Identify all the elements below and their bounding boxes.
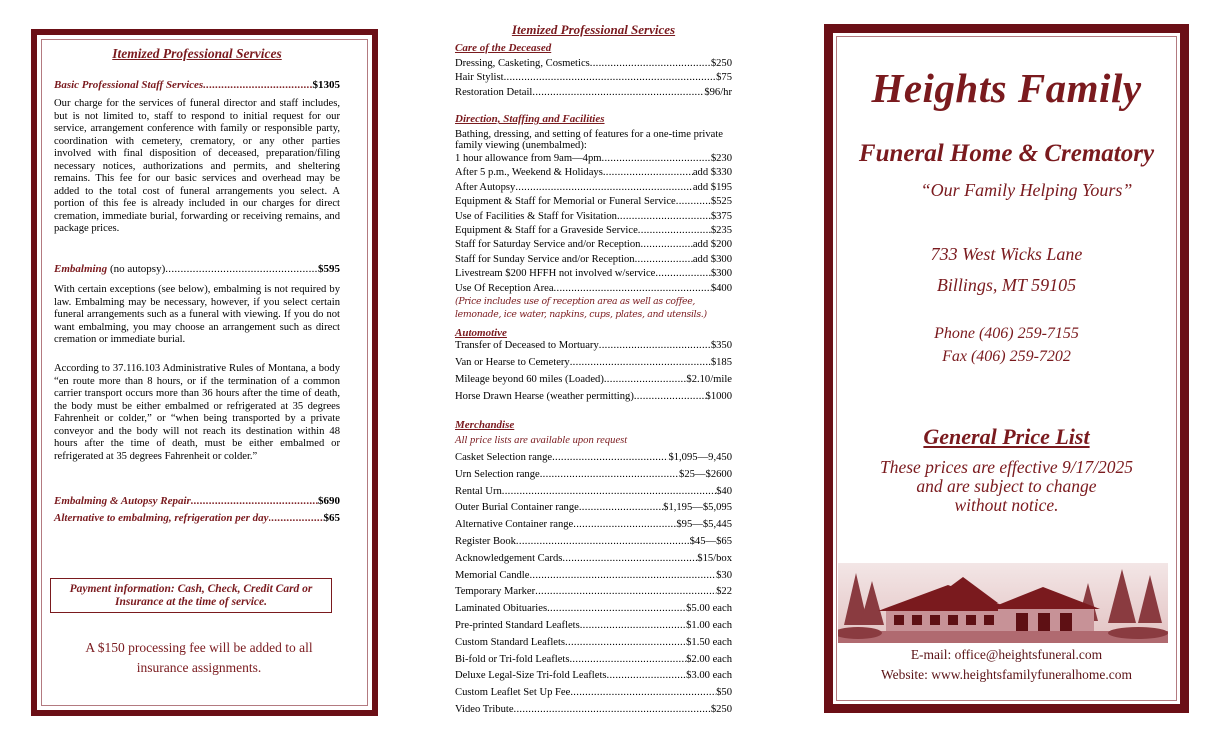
price-row-label: Restoration Detail — [455, 86, 533, 98]
price-row — [455, 357, 732, 374]
price-row-label: Temporary Marker — [455, 586, 536, 598]
price-row-label: Hair Stylist — [455, 72, 504, 84]
price-row-label: Video Tribute — [455, 703, 514, 715]
price-row — [455, 87, 732, 101]
price-row-price: $250 — [710, 703, 732, 715]
left-section-title: Itemized Professional Services — [112, 46, 282, 61]
embalming-price: $595 — [318, 263, 340, 275]
price-row-label: Alternative Container range — [455, 519, 574, 531]
price-row-price: $400 — [710, 282, 732, 294]
price-row — [455, 670, 732, 687]
price-row-label: Mileage beyond 60 miles (Loaded) — [455, 374, 604, 385]
effective-line-2: and are subject to change — [916, 476, 1097, 496]
price-row-price: $1.50 each — [686, 636, 732, 648]
price-row-price: $250 — [710, 58, 732, 69]
price-row — [455, 225, 732, 239]
price-row-price: $185 — [710, 357, 732, 368]
price-row-price: $40 — [716, 485, 732, 497]
price-row-price: $30 — [716, 569, 732, 581]
price-row-price: $95—$5,445 — [676, 519, 732, 531]
price-row — [455, 167, 732, 181]
basic-services-text: Our charge for the services of funeral director and staff includes, but is not limited to, staff to respond to initial request for our service, arrangement conference with family or responsible party, coordination with cemetery, crematory, or any other parties involved with final disposition of deceased, preparation/filing necessary notices, authorizations and permits, and sheltering remains. This fee for our basic services and overhead may be added to the total cost of funeral arrangements you select. A portion of this fee is already included in our charges for direct cremation, immediate burial, forwarding or receiving remains, and package prices. — [54, 98, 340, 234]
price-row-label: Use of Facilities & Staff for Visitation — [455, 210, 617, 222]
price-row — [455, 620, 732, 637]
price-row — [455, 704, 732, 721]
price-row-label: 1 hour allowance from 9am—4pm — [455, 153, 602, 164]
price-row-price: $5.00 each — [686, 603, 732, 615]
care-heading: Care of the Deceased — [455, 42, 552, 54]
price-row-price: $2.00 each — [686, 653, 732, 665]
price-row — [455, 211, 732, 225]
price-row-price: $1,095—9,450 — [668, 452, 732, 463]
effective-text — [833, 458, 1180, 515]
price-row-price: $525 — [710, 196, 732, 208]
price-row — [455, 153, 732, 167]
direction-heading: Direction, Staffing and Facilities — [455, 113, 605, 125]
price-row-price: $96/hr — [704, 86, 732, 98]
price-row — [455, 502, 732, 519]
basic-services-price: $1305 — [312, 79, 340, 91]
email-address: E-mail: office@heightsfuneral.com — [910, 647, 1103, 662]
price-row-price: $350 — [710, 340, 732, 351]
price-row — [455, 519, 732, 536]
price-row-label: Transfer of Deceased to Mortuary — [455, 340, 599, 351]
website-address: Website: www.heightsfamilyfuneralhome.com — [880, 667, 1133, 682]
price-row — [455, 687, 732, 704]
price-row-price: $50 — [716, 687, 732, 699]
price-row-label: Bi-fold or Tri-fold Leaflets — [455, 653, 570, 665]
price-row — [455, 254, 732, 268]
price-row-price: $15/box — [697, 552, 732, 564]
price-row — [455, 570, 732, 587]
price-row — [455, 196, 732, 210]
price-row-price: $230 — [710, 153, 732, 164]
price-row-label: Use Of Reception Area — [455, 282, 554, 294]
merchandise-heading: Merchandise — [455, 419, 515, 431]
basic-services-row — [54, 79, 340, 91]
price-row — [455, 182, 732, 196]
price-row-label: Laminated Obituaries — [455, 603, 548, 615]
refrigeration-price: $65 — [323, 512, 340, 524]
price-row-label: Register Book — [455, 535, 516, 547]
price-row-price: add $330 — [692, 167, 732, 179]
address-line-1: 733 West Wicks Lane — [930, 244, 1083, 264]
price-row — [455, 469, 732, 486]
price-row-price: $1000 — [705, 391, 732, 402]
price-row — [455, 603, 732, 620]
autopsy-repair-row — [54, 495, 340, 507]
price-row-label: Livestream $200 HFFH not involved w/service — [455, 268, 656, 280]
embalming-label: Embalming — [54, 263, 108, 275]
price-row — [455, 637, 732, 654]
price-row — [455, 283, 732, 297]
price-row-label: Dressing, Casketing, Cosmetics — [455, 58, 590, 69]
price-row-label: Pre-printed Standard Leaflets — [455, 619, 580, 631]
price-row-label: Staff for Saturday Service and/or Reception — [455, 239, 641, 251]
price-row — [455, 58, 732, 72]
phone-number: Phone (406) 259-7155 — [934, 325, 1079, 342]
price-row-price: $45—$65 — [689, 535, 732, 547]
price-row-price: $25—$2600 — [679, 468, 732, 480]
price-row — [455, 654, 732, 671]
price-row-price: $22 — [716, 586, 732, 598]
price-row-label: After Autopsy — [455, 181, 516, 193]
price-row — [455, 391, 732, 408]
price-row-label: Acknowledgement Cards — [455, 552, 563, 564]
price-row-label: Outer Burial Container range — [455, 502, 579, 514]
price-row-price: $75 — [716, 72, 732, 84]
embalming-text-1: With certain exceptions (see below), embalming is not required by law. Embalming may be necessary, however, if you select certain funeral arrangements such as a funeral with viewing. If you do not want embalming, you may choose an arrangement such as direct cremation or immediate burial. — [54, 284, 340, 345]
effective-line-3: without notice. — [954, 495, 1059, 515]
embalming-note: (no autopsy) — [109, 263, 166, 275]
care-list — [455, 58, 732, 101]
payment-info-box: Payment information: Cash, Check, Credit Card or Insurance at the time of service. — [50, 578, 332, 613]
price-row-label: Custom Leaflet Set Up Fee — [455, 687, 571, 699]
refrigeration-label: Alternative to embalming, refrigeration per day — [54, 512, 269, 524]
price-row-price: add $200 — [692, 239, 732, 251]
merchandise-note: All price lists are available upon request — [455, 435, 628, 446]
business-subtitle: Funeral Home & Crematory — [858, 140, 1155, 167]
embalming-text-2: According to 37.116.103 Administrative Rules of Montana, a body “en route more than 8 hours, or if the termination of a common carrier transport occurs more than 36 hours after the time of death, the body must be either embalmed or refrigerated at 35 degrees Fahrenheit or colder,” or “when being transported by a private conveyor and the body will not reach its destination within 48 hours after the time of death, must be either embalmed or refrigerated at 35 degrees Fahrenheit or colder.” — [54, 363, 340, 462]
price-row-price: add $300 — [692, 253, 732, 265]
price-row-price: $300 — [710, 268, 732, 280]
autopsy-repair-price: $690 — [318, 495, 340, 507]
price-row-label: Custom Standard Leaflets — [455, 636, 566, 648]
refrigeration-row — [54, 512, 340, 524]
effective-line-1: These prices are effective 9/17/2025 — [879, 457, 1134, 477]
price-row-label: Urn Selection range — [455, 468, 540, 480]
price-row-label: Memorial Candle — [455, 569, 530, 581]
automotive-heading: Automotive — [455, 327, 507, 339]
price-row-price: $375 — [710, 210, 732, 222]
price-row-price: $2.10/mile — [686, 374, 732, 385]
basic-services-label: Basic Professional Staff Services — [54, 79, 204, 91]
reception-note: (Price includes use of reception area as well as coffee, lemonade, ice water, napkins, cups, plates, and utensils.) — [455, 296, 707, 320]
fax-number: Fax (406) 259-7202 — [942, 348, 1071, 365]
price-row-label: Van or Hearse to Cemetery — [455, 357, 570, 368]
tagline: “Our Family Helping Yours” — [920, 180, 1133, 200]
merchandise-list — [455, 452, 732, 721]
direction-intro: Bathing, dressing, and setting of features for a one-time private family viewing (unembalmed): — [455, 129, 723, 151]
price-row-label: Horse Drawn Hearse (weather permitting) — [455, 391, 634, 402]
price-row — [455, 553, 732, 570]
price-row — [455, 268, 732, 282]
price-row-price: $3.00 each — [686, 670, 732, 682]
middle-section-title: Itemized Professional Services — [511, 22, 676, 37]
funeral-home-building-illustration — [838, 563, 1168, 643]
price-row — [455, 586, 732, 603]
price-row — [455, 340, 732, 357]
address-line-2: Billings, MT 59105 — [936, 275, 1077, 295]
price-row — [455, 239, 732, 253]
embalming-row — [54, 263, 340, 275]
price-row — [455, 72, 732, 86]
price-row-price: $235 — [710, 224, 732, 236]
price-row-label: After 5 p.m., Weekend & Holidays — [455, 167, 603, 179]
direction-list — [455, 153, 732, 297]
business-name: Heights Family — [871, 65, 1142, 111]
price-row-price: $1,195—$5,095 — [663, 502, 732, 514]
gpl-title: General Price List — [923, 424, 1090, 449]
automotive-list — [455, 340, 732, 408]
price-row-label: Staff for Sunday Service and/or Reception — [455, 253, 635, 265]
price-row-price: add $195 — [692, 181, 732, 193]
price-row-label: Equipment & Staff for Memorial or Funeral Service — [455, 196, 676, 208]
price-row-label: Deluxe Legal-Size Tri-fold Leaflets — [455, 670, 607, 682]
price-row — [455, 452, 732, 469]
price-row — [455, 374, 732, 391]
price-row-label: Rental Urn — [455, 485, 502, 497]
autopsy-repair-label: Embalming & Autopsy Repair — [54, 495, 191, 507]
price-row-price: $1.00 each — [686, 619, 732, 631]
price-row — [455, 486, 732, 503]
price-row — [455, 536, 732, 553]
price-row-label: Equipment & Staff for a Graveside Service — [455, 224, 638, 236]
price-row-label: Casket Selection range — [455, 452, 553, 463]
processing-fee-text: A $150 processing fee will be added to all insurance assignments. — [85, 640, 313, 675]
